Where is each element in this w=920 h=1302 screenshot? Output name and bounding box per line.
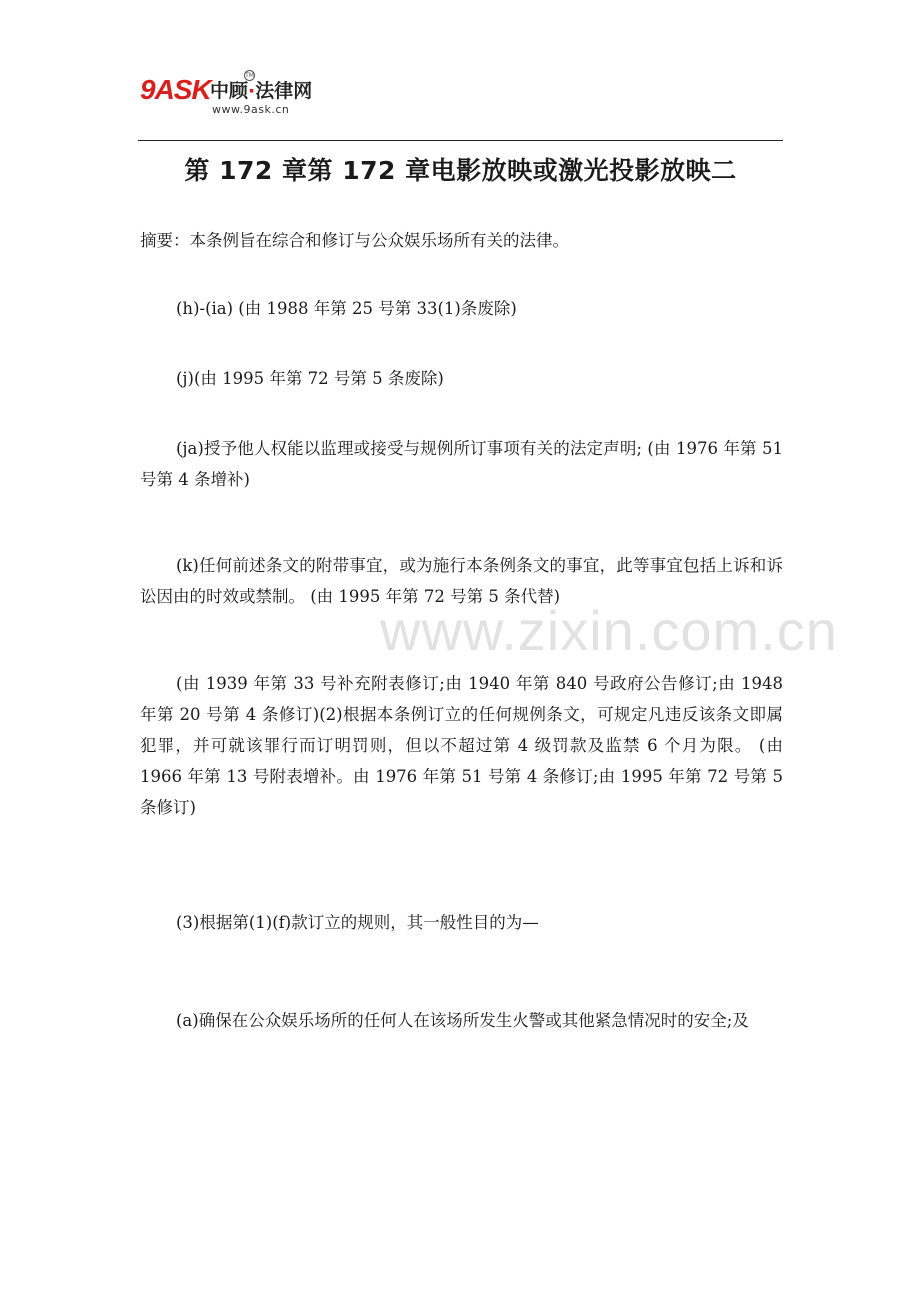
site-logo[interactable]: [140, 72, 340, 122]
logo-mark: 9ASK: [140, 74, 211, 105]
trademark-icon: TM: [245, 72, 254, 79]
paragraph-j: (j)(由 1995 年第 72 号第 5 条废除): [176, 369, 444, 388]
paragraph-k: (k)任何前述条文的附带事宜，或为施行本条例条文的事宜，此等事宜包括上诉和诉讼因由的时效或禁制。 (由 1995 年第 72 号第 5 条代替): [140, 556, 783, 606]
summary: 摘要：本条例旨在综合和修订与公众娱乐场所有关的法律。: [140, 231, 569, 250]
logo-url: www.9ask.cn: [212, 103, 290, 116]
paragraph-3: (3)根据第(1)(f)款订立的规则，其一般性目的为—: [176, 913, 539, 932]
watermark: www.zixin.com.cn: [380, 599, 838, 662]
header-divider: [138, 140, 783, 141]
paragraph-a: (a)确保在公众娱乐场所的任何人在该场所发生火警或其他紧急情况时的安全;及: [176, 1011, 749, 1030]
logo-chinese-name: 中顾·法律网: [210, 80, 313, 102]
page-title: 第 172 章第 172 章电影放映或激光投影放映二: [184, 156, 737, 185]
paragraph-amendments: (由 1939 年第 33 号补充附表修订;由 1940 年第 840 号政府公告修订;由 1948 年第 20 号第 4 条修订)(2)根据本条例订立的任何规例条文，可规定凡违反该条文即属犯罪，并可就该罪行而订明罚则，但以不超过第 4 级罚款及监禁 6 个月为限。 (由 1966 年第 13 号附表增补。由 1976 年第 51 号第 4 条修订;由 1995 年第 72 号第 5 条修订): [140, 674, 783, 817]
paragraph-h-ia: (h)-(ia) (由 1988 年第 25 号第 33(1)条废除): [176, 299, 517, 318]
paragraph-ja: (ja)授予他人权能以监理或接受与规例所订事项有关的法定声明; (由 1976 年第 51 号第 4 条增补): [140, 439, 783, 489]
